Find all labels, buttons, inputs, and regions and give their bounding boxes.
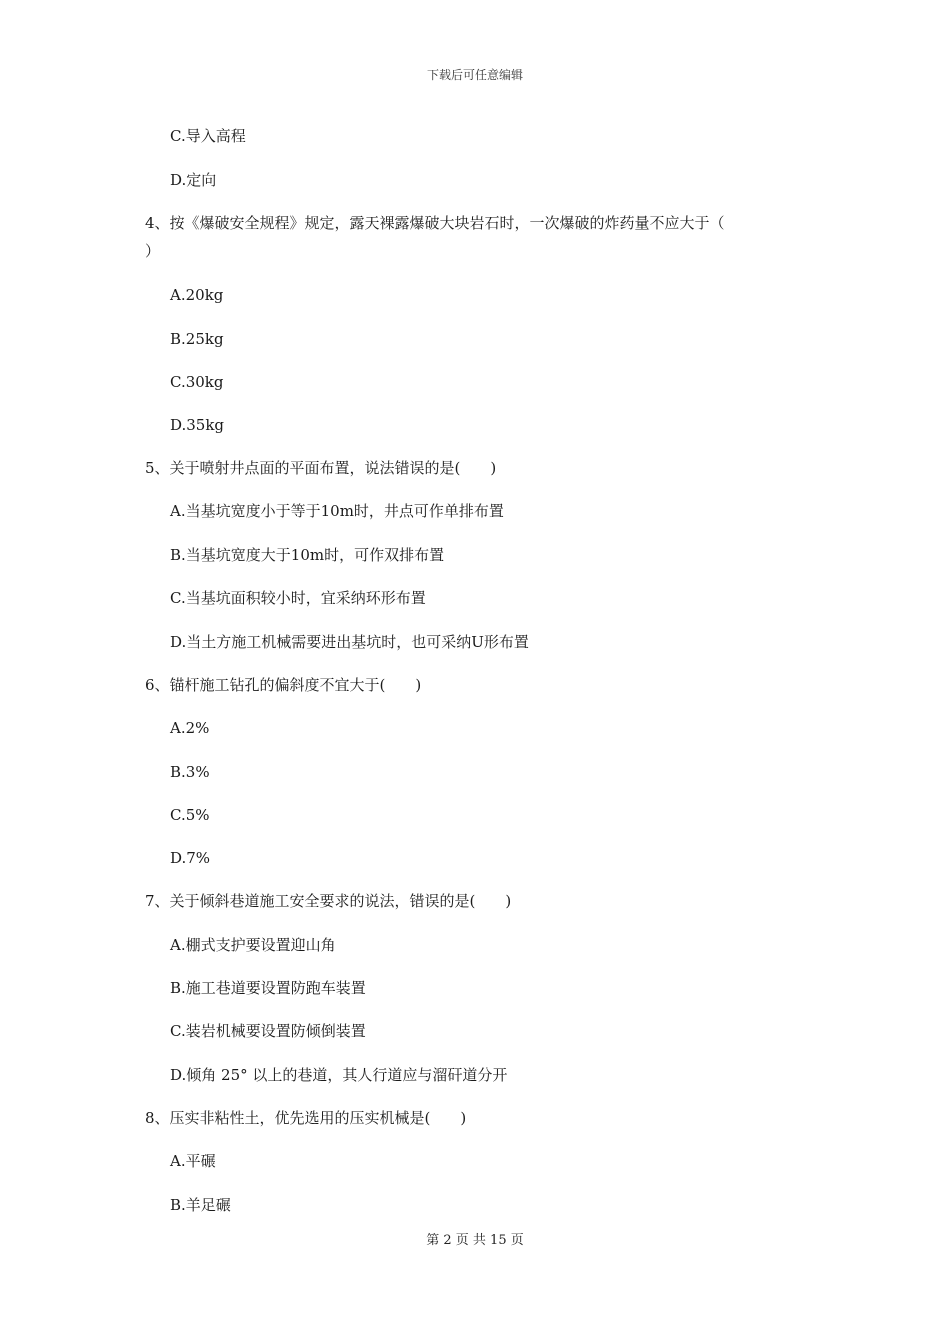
question-line: C.装岩机械要设置防倾倒装置 — [170, 1022, 366, 1040]
question-line: 5、关于喷射井点面的平面布置，说法错误的是( ) — [145, 459, 497, 477]
question-line: A.平碾 — [170, 1152, 216, 1170]
question-line: C.导入高程 — [170, 127, 246, 145]
question-line: B.羊足碾 — [170, 1196, 231, 1214]
question-line: ） — [145, 242, 161, 260]
question-line: A.当基坑宽度小于等于10m时，井点可作单排布置 — [170, 502, 504, 520]
question-line: C.30kg — [170, 373, 224, 391]
question-line: 4、按《爆破安全规程》规定，露天裸露爆破大块岩石时，一次爆破的炸药量不应大于（ — [145, 214, 725, 232]
question-line: 8、压实非粘性土，优先选用的压实机械是( ) — [145, 1109, 467, 1127]
question-line: B.当基坑宽度大于10m时，可作双排布置 — [170, 546, 445, 564]
question-line: C.当基坑面积较小时，宜采纳环形布置 — [170, 589, 426, 607]
question-line: D.当土方施工机械需要进出基坑时，也可采纳U形布置 — [170, 633, 529, 651]
question-line: A.2% — [170, 719, 210, 737]
question-line: A.20kg — [170, 286, 224, 304]
question-line: 6、锚杆施工钻孔的偏斜度不宜大于( ) — [145, 676, 422, 694]
page-footer: 第 2 页 共 15 页 — [426, 1233, 524, 1248]
question-line: B.3% — [170, 763, 210, 781]
question-line: 7、关于倾斜巷道施工安全要求的说法，错误的是( ) — [145, 892, 512, 910]
question-line: D.7% — [170, 849, 211, 867]
question-line: D.35kg — [170, 416, 225, 434]
question-line: D.定向 — [170, 171, 217, 189]
question-line: B.施工巷道要设置防跑车装置 — [170, 979, 366, 997]
page-header: 下载后可任意编辑 — [426, 68, 523, 82]
question-line: C.5% — [170, 806, 210, 824]
question-line: D.倾角 25° 以上的巷道，其人行道应与溜矸道分开 — [170, 1066, 508, 1084]
question-line: A.棚式支护要设置迎山角 — [170, 936, 336, 954]
question-line: B.25kg — [170, 330, 224, 348]
